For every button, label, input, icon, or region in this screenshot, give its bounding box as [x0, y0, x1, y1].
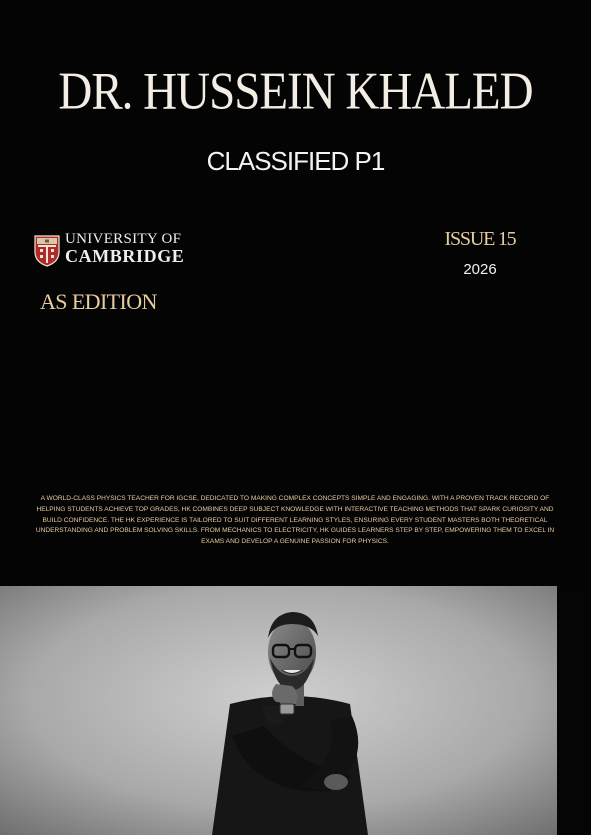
teacher-portrait — [0, 586, 557, 835]
cover-title: DR. HUSSEIN KHALED — [58, 62, 533, 121]
year-label: 2026 — [463, 261, 497, 278]
cambridge-crest-icon — [34, 235, 60, 267]
photo-margin — [557, 586, 591, 835]
edition-label: AS EDITION — [40, 289, 157, 314]
issue-label: ISSUE 15 — [444, 228, 516, 250]
cover-subtitle: CLASSIFIED P1 — [206, 146, 385, 176]
university-line1: UNIVERSITY OF — [65, 231, 182, 247]
university-wordmark — [65, 231, 184, 265]
university-line2: CAMBRIDGE — [65, 246, 185, 266]
bio-paragraph: A WORLD-CLASS PHYSICS TEACHER FOR IGCSE, DEDICATED TO MAKING COMPLEX CONCEPTS SIMPLE AND ENGAGING. WITH A PROVEN TRACK RECORD OF HELPING STUDENTS ACHIEVE TOP GRADES, HK COMBINES DEEP SUBJECT KNOWLEDGE WITH INTERACTIVE TEACHING METHODS THAT SPARK CURIOSITY AND BUILD CONFIDENCE. THE HK EXPERIENCE IS TAILORED TO SUIT DIFFERENT LEARNING STYLES, ENSURING EVERY STUDENT MASTERS BOTH THEORETICAL UNDERSTANDING AND PROBLEM SOLVING SKILLS. FROM MECHANICS TO ELECTRICITY, HK GUIDES LEARNERS STEP BY STEP, EMPOWERING THEM TO EXCEL IN EXAMS AND DEVELOP A GENUINE PASSION FOR PHYSICS. — [35, 495, 555, 546]
